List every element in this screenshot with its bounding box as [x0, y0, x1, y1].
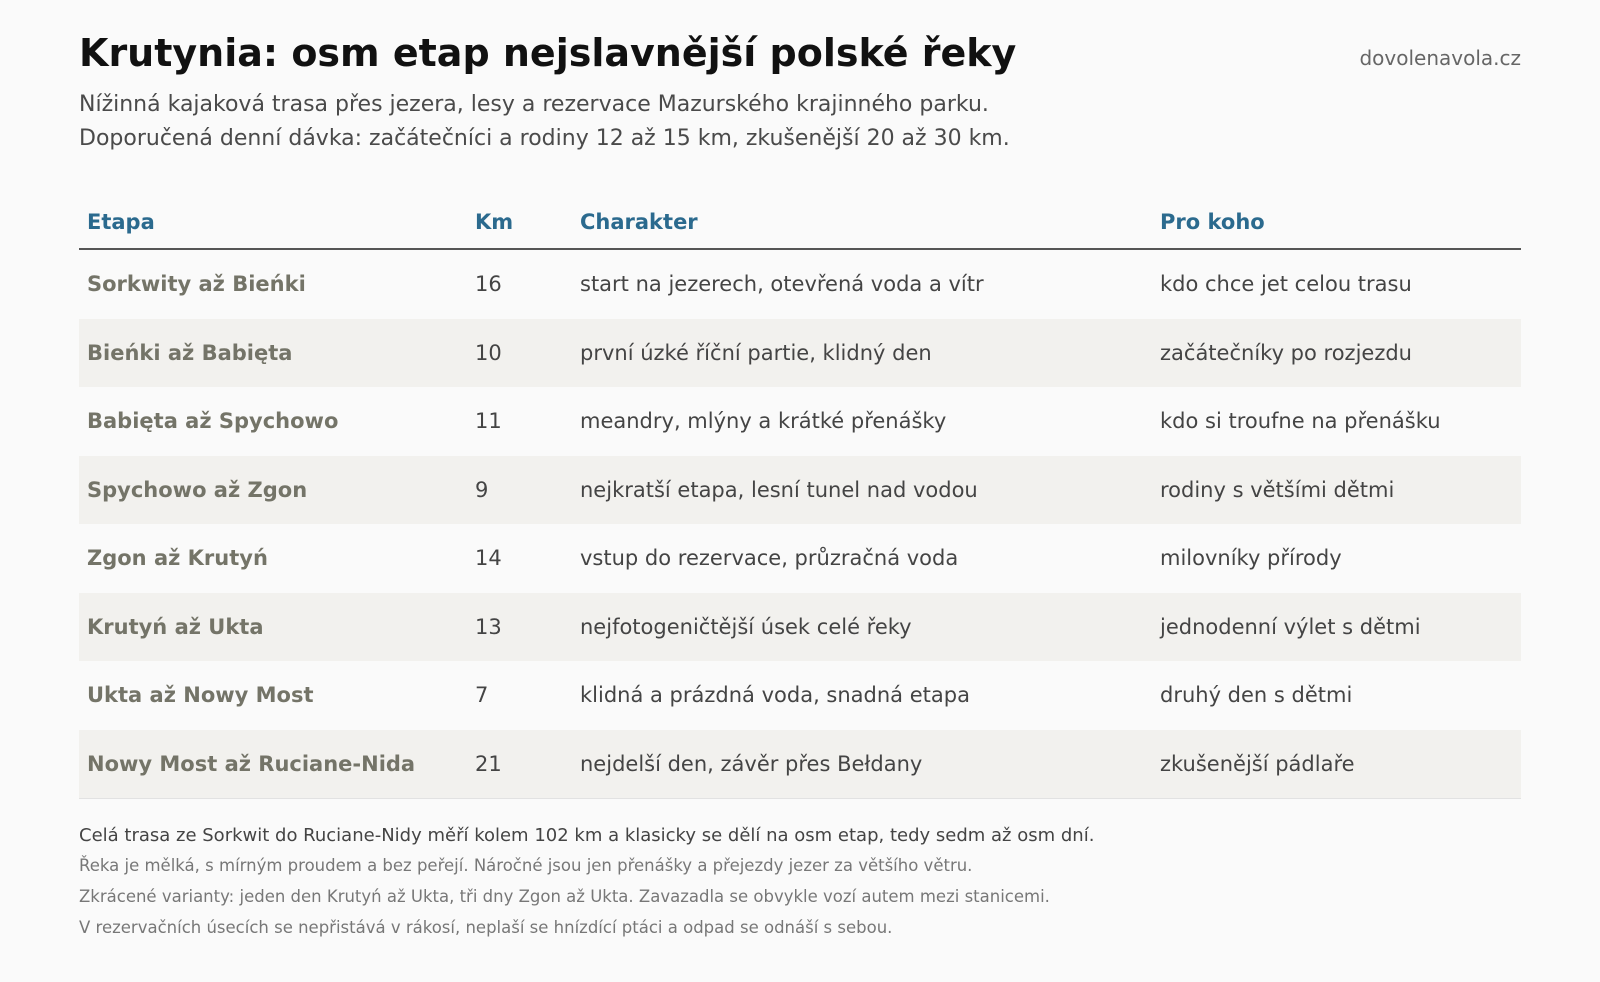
column-header-km: Km — [475, 210, 514, 234]
table-row — [79, 661, 1521, 730]
cell-charakter: první úzké říční partie, klidný den — [580, 340, 932, 365]
cell-etapa: Babięta až Spychowo — [87, 409, 339, 434]
cell-charakter: nejkratší etapa, lesní tunel nad vodou — [580, 477, 978, 502]
cell-pro-koho: rodiny s většími dětmi — [1160, 477, 1395, 502]
cell-km: 7 — [475, 683, 489, 708]
note-line: Zkrácené varianty: jeden den Krutyń až Ukta, tři dny Zgon až Ukta. Zavazadla se obvykle vozí autem mezi stanicemi. — [79, 887, 1050, 906]
summary-note: Celá trasa ze Sorkwit do Ruciane-Nidy měří kolem 102 km a klasicky se dělí na osm etap, tedy sedm až osm dní. — [79, 825, 1095, 846]
cell-charakter: nejfotogeničtější úsek celé řeky — [580, 614, 912, 639]
cell-km: 13 — [475, 614, 502, 639]
cell-pro-koho: kdo chce jet celou trasu — [1160, 272, 1412, 297]
cell-pro-koho: jednodenní výlet s dětmi — [1160, 614, 1421, 639]
note-line: Řeka je mělká, s mírným proudem a bez peřejí. Náročné jsou jen přenášky a přejezdy jezer za většího větru. — [79, 856, 973, 875]
cell-etapa: Sorkwity až Bieńki — [87, 272, 306, 297]
cell-etapa: Spychowo až Zgon — [87, 477, 308, 502]
cell-etapa: Bieńki až Babięta — [87, 340, 293, 365]
page-header — [79, 30, 1521, 156]
table-row — [79, 250, 1521, 319]
cell-km: 11 — [475, 409, 502, 434]
cell-etapa: Zgon až Krutyń — [87, 546, 268, 571]
table-row — [79, 730, 1521, 800]
footnotes — [79, 822, 1521, 943]
cell-etapa: Nowy Most až Ruciane-Nida — [87, 751, 416, 776]
cell-charakter: klidná a prázdná voda, snadná etapa — [580, 683, 970, 708]
cell-etapa: Ukta až Nowy Most — [87, 683, 314, 708]
cell-charakter: vstup do rezervace, průzračná voda — [580, 546, 959, 571]
table-row — [79, 387, 1521, 456]
cell-pro-koho: začátečníky po rozjezdu — [1160, 340, 1412, 365]
table-row — [79, 319, 1521, 388]
site-name: dovolenavola.cz — [1359, 46, 1521, 70]
note-line: V rezervačních úsecích se nepřistává v rákosí, neplaší se hnízdící ptáci a odpad se odnáší s sebou. — [79, 918, 893, 937]
column-header-etapa: Etapa — [87, 210, 155, 234]
cell-pro-koho: druhý den s dětmi — [1160, 683, 1353, 708]
stages-table — [79, 196, 1521, 799]
cell-pro-koho: milovníky přírody — [1160, 546, 1342, 571]
cell-km: 9 — [475, 477, 489, 502]
cell-km: 14 — [475, 546, 502, 571]
table-header — [79, 196, 1521, 250]
page-title: Krutynia: osm etap nejslavnější polské řeky — [79, 31, 1017, 75]
cell-km: 10 — [475, 340, 502, 365]
cell-pro-koho: kdo si troufne na přenášku — [1160, 409, 1441, 434]
column-header-charakter: Charakter — [580, 210, 698, 234]
page-subtitle — [79, 88, 1521, 156]
cell-charakter: start na jezerech, otevřená voda a vítr — [580, 272, 984, 297]
cell-km: 21 — [475, 751, 502, 776]
cell-charakter: meandry, mlýny a krátké přenášky — [580, 409, 947, 434]
table-row — [79, 593, 1521, 662]
column-header-pro-koho: Pro koho — [1160, 210, 1265, 234]
subtitle-line: Doporučená denní dávka: začátečníci a rodiny 12 až 15 km, zkušenější 20 až 30 km. — [79, 126, 1010, 151]
table-row — [79, 524, 1521, 593]
cell-charakter: nejdelší den, závěr přes Bełdany — [580, 751, 923, 776]
cell-pro-koho: zkušenější pádlaře — [1160, 751, 1355, 776]
cell-etapa: Krutyń až Ukta — [87, 614, 264, 639]
cell-km: 16 — [475, 272, 502, 297]
subtitle-line: Nížinná kajaková trasa přes jezera, lesy a rezervace Mazurského krajinného parku. — [79, 92, 989, 117]
table-row — [79, 456, 1521, 525]
